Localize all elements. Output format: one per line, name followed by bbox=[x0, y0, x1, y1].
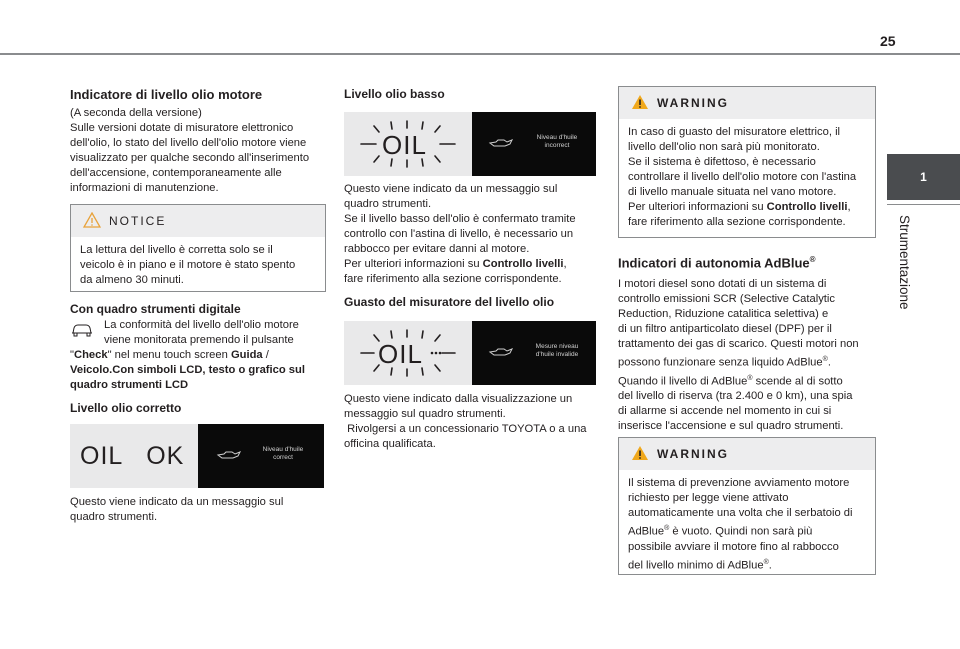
warning-line bbox=[628, 200, 866, 215]
guida-label: Guida bbox=[230, 349, 263, 361]
caption-line: Questo viene indicato da un messaggio sul bbox=[70, 496, 284, 508]
warning-line: In caso di guasto del misuratore elettrico, il bbox=[628, 126, 841, 138]
adblue-line: di allarme si accende nel momento in cui si bbox=[618, 405, 832, 418]
adblue-line: inserisce l'accensione e sul quadro strumenti. bbox=[618, 420, 844, 433]
warning-box-adblue bbox=[618, 437, 876, 575]
warning-body bbox=[619, 119, 875, 236]
warning-line: richiesto per legge viene attivato bbox=[628, 492, 789, 504]
adblue-fragment: . bbox=[827, 356, 831, 369]
chapter-tab-number[interactable]: 1 bbox=[887, 154, 960, 200]
notice-line: da almeno 30 minuti. bbox=[80, 274, 184, 286]
chapter-tab-label-text: Strumentazione bbox=[897, 215, 912, 310]
caption-line: Se il livello basso dell'olio è confermato tramite bbox=[344, 213, 576, 225]
header-rule bbox=[0, 53, 960, 55]
intro-line: dell'olio, lo stato del livello dell'olio motore viene bbox=[70, 137, 307, 149]
oil-fault-lcd-display bbox=[344, 321, 472, 385]
warning-fragment: del livello minimo di AdBlue bbox=[628, 559, 764, 572]
intro-line: (A seconda della versione) bbox=[70, 107, 202, 119]
warning-line: Il sistema di prevenzione avviamento motore bbox=[628, 477, 850, 489]
warning-fragment: , bbox=[847, 201, 851, 213]
adblue-heading-text: Indicatori di autonomia AdBlue bbox=[618, 255, 810, 271]
intro-paragraph bbox=[70, 106, 330, 196]
warning-triangle-icon bbox=[83, 212, 101, 228]
oil-can-icon bbox=[488, 137, 514, 149]
notice-title: NOTICE bbox=[109, 214, 167, 228]
adblue-line bbox=[618, 352, 880, 371]
dash-message-line: incorrect bbox=[544, 142, 570, 149]
caption-line bbox=[344, 257, 604, 272]
adblue-line: I motori diesel sono dotati di un sistema di bbox=[618, 278, 827, 290]
adblue-paragraph bbox=[618, 277, 880, 434]
intro-line: Sulle versioni dotate di misuratore elettronico bbox=[70, 122, 294, 134]
adblue-line: controllo emissioni SCR (Selective Catalytic bbox=[618, 293, 835, 305]
caption-line: quadro strumenti. bbox=[70, 511, 158, 523]
warning-fragment: AdBlue bbox=[628, 525, 665, 538]
digital-cluster-heading: Con quadro strumenti digitale bbox=[70, 302, 241, 316]
notice-line: La lettura del livello è corretta solo se il bbox=[80, 244, 273, 256]
digital-text-block-2 bbox=[70, 348, 335, 393]
adblue-line: Reduction, Riduzione catalitica selettiva) e bbox=[618, 308, 829, 320]
notice-box bbox=[70, 204, 326, 292]
caption-line: messaggio sul quadro strumenti. bbox=[344, 408, 506, 420]
dash-message-line: d'huile invalide bbox=[535, 351, 579, 358]
warning-body bbox=[619, 470, 875, 579]
registered-mark: ® bbox=[664, 525, 670, 532]
registered-mark: ® bbox=[809, 255, 816, 264]
chapter-tab-label bbox=[890, 215, 918, 335]
intro-line: dell'accensione, contemporaneamente alle bbox=[70, 167, 282, 179]
warning-fragment: . bbox=[768, 559, 772, 572]
warning-line: fare riferimento alla sezione corrispondente. bbox=[628, 216, 846, 228]
adblue-line: di un filtro antiparticolato diesel (DPF) per il bbox=[618, 323, 832, 335]
adblue-fragment: Quando il livello di AdBlue bbox=[618, 375, 748, 388]
caption-line: Questo viene indicato da un messaggio sul bbox=[344, 183, 558, 195]
low-caption bbox=[344, 182, 604, 287]
digital-line: La conformità del livello dell'olio motore bbox=[104, 319, 299, 331]
warning-fragment: Per ulteriori informazioni su bbox=[628, 201, 767, 213]
adblue-heading bbox=[618, 255, 816, 270]
digital-fragment: " nel menu touch screen bbox=[107, 349, 231, 361]
registered-mark: ® bbox=[763, 558, 769, 566]
warning-line: automaticamente una volta che il serbatoio di bbox=[628, 507, 853, 519]
check-label: Check bbox=[73, 349, 108, 361]
caption-line: Rivolgersi a un concessionario TOYOTA o a una bbox=[344, 423, 587, 435]
oil-ok-text: OIL OK bbox=[80, 442, 185, 470]
digital-line bbox=[70, 363, 335, 378]
caption-line: fare riferimento alla sezione corrispondente. bbox=[344, 273, 562, 285]
warning-line: livello dell'olio non sarà più monitorato. bbox=[628, 141, 820, 153]
notice-line: veicolo è in piano e il motore è stato spento bbox=[80, 259, 296, 271]
warning-line: controllare il livello dell'olio motore con l'astina bbox=[628, 171, 857, 183]
notice-header bbox=[71, 205, 325, 237]
dash-message bbox=[522, 343, 592, 359]
caption-line: controllo con l'astina di livello, è necessario un bbox=[344, 228, 574, 240]
digital-fragment: / bbox=[262, 349, 269, 361]
oil-text: OIL bbox=[382, 130, 427, 160]
caption-line: quadro strumenti. bbox=[344, 198, 432, 210]
caption-fragment: , bbox=[563, 258, 567, 270]
oil-can-icon bbox=[216, 449, 242, 461]
caption-fragment: Per ulteriori informazioni su bbox=[344, 258, 483, 270]
controllo-livelli-link[interactable]: Controllo livelli bbox=[766, 201, 848, 213]
warning-title: WARNING bbox=[657, 96, 729, 110]
warning-triangle-icon bbox=[631, 94, 649, 110]
warning-header bbox=[619, 438, 875, 470]
registered-mark: ® bbox=[747, 374, 753, 382]
adblue-line bbox=[618, 371, 880, 390]
registered-mark: ® bbox=[822, 356, 828, 363]
section-title-oil-level: Indicatore di livello olio motore bbox=[70, 87, 263, 102]
gauge-fault-heading: Guasto del misuratore del livello olio bbox=[344, 295, 555, 309]
dash-message bbox=[522, 134, 592, 150]
warning-title: WARNING bbox=[657, 447, 729, 461]
oil-can-icon bbox=[488, 346, 514, 358]
adblue-fragment: scende al di sotto bbox=[752, 375, 843, 388]
warning-line: possibile avviare il motore fino al rabbocco bbox=[628, 540, 839, 553]
page-number: 25 bbox=[880, 33, 896, 49]
warning-fragment: è vuoto. Quindi non sarà più bbox=[669, 525, 813, 538]
warning-line bbox=[628, 555, 866, 574]
digital-line bbox=[70, 348, 335, 363]
dash-message-line: Mesure niveau bbox=[535, 343, 579, 350]
oil-invalid-dash-display bbox=[472, 321, 596, 385]
digital-line: viene monitorata premendo il pulsante bbox=[104, 334, 294, 346]
warning-line: Se il sistema è difettoso, è necessario bbox=[628, 156, 816, 168]
warning-triangle-icon bbox=[631, 445, 649, 461]
digital-bold-line: Veicolo.Con simboli LCD, testo o grafico sul bbox=[70, 364, 305, 376]
warning-line bbox=[628, 521, 866, 540]
caption-line: officina qualificata. bbox=[344, 438, 436, 450]
digital-line bbox=[70, 378, 335, 393]
dash-message bbox=[248, 446, 318, 462]
oil-text: OIL bbox=[378, 339, 423, 369]
quote-mark: " bbox=[70, 349, 74, 361]
oil-ok-lcd-display bbox=[70, 424, 198, 488]
notice-body bbox=[71, 237, 325, 294]
caption-line: Questo viene indicato dalla visualizzazione un bbox=[344, 393, 573, 405]
intro-line: informazioni di manutenzione. bbox=[70, 182, 219, 194]
caption-line: rabbocco per evitare danni al motore. bbox=[344, 243, 530, 255]
correct-caption bbox=[70, 495, 330, 525]
adblue-line: trattamento dei gas di scarico. Questi motori non bbox=[618, 338, 859, 350]
warning-line: di livello manuale situata nel vano motore. bbox=[628, 186, 837, 198]
oil-low-lcd-display bbox=[344, 112, 472, 176]
digital-bold-line: quadro strumenti LCD bbox=[70, 379, 189, 391]
warning-box-gauge bbox=[618, 86, 876, 238]
car-icon bbox=[71, 322, 93, 338]
dash-message-line: correct bbox=[273, 454, 293, 461]
chapter-tab-rule bbox=[887, 204, 960, 205]
warning-header bbox=[619, 87, 875, 119]
controllo-livelli-link[interactable]: Controllo livelli bbox=[482, 258, 564, 270]
dash-message-line: Niveau d'huile bbox=[262, 446, 304, 453]
low-level-heading: Livello olio basso bbox=[344, 87, 445, 101]
oil-correct-dash-display bbox=[198, 424, 324, 488]
adblue-fragment: possono funzionare senza liquido AdBlue bbox=[618, 356, 823, 369]
fault-caption bbox=[344, 392, 609, 452]
digital-text-block bbox=[104, 318, 334, 348]
oil-incorrect-dash-display bbox=[472, 112, 596, 176]
dash-message-line: Niveau d'huile bbox=[536, 134, 578, 141]
intro-line: visualizzato per qualche secondo all'inserimento bbox=[70, 152, 310, 164]
adblue-line: del livello di riserva (tra 2.400 e 0 km), una spia bbox=[618, 390, 853, 403]
correct-level-heading: Livello olio corretto bbox=[70, 401, 182, 415]
